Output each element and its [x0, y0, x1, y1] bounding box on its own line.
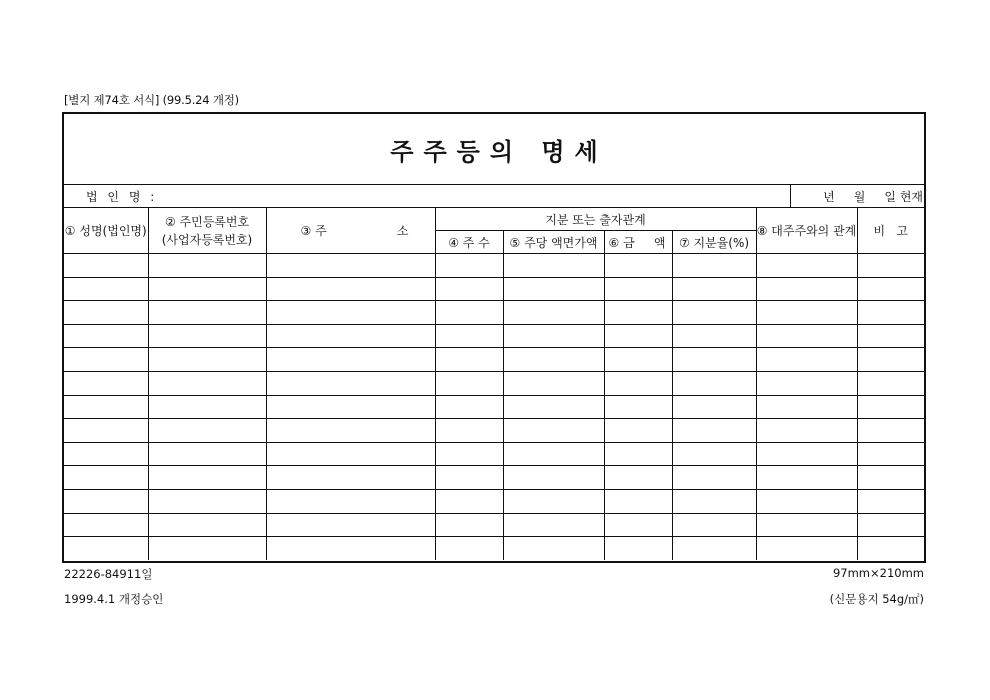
header-registration-number-line2: (사업자등록번호)	[161, 232, 253, 247]
table-cell[interactable]	[64, 419, 148, 443]
table-cell[interactable]	[604, 324, 672, 348]
table-row	[64, 348, 924, 372]
table-cell[interactable]	[672, 419, 756, 443]
table-cell[interactable]	[756, 301, 857, 325]
table-cell[interactable]	[672, 254, 756, 278]
table-cell[interactable]	[148, 537, 266, 560]
table-cell[interactable]	[64, 348, 148, 372]
form-title: 주주등의 명세	[390, 137, 608, 166]
header-remarks-part2: 고	[896, 224, 908, 238]
table-cell[interactable]	[857, 277, 924, 301]
table-cell[interactable]	[435, 442, 503, 466]
table-cell[interactable]	[64, 254, 148, 278]
table-cell[interactable]	[672, 513, 756, 537]
table-cell[interactable]	[604, 277, 672, 301]
table-cell[interactable]	[756, 324, 857, 348]
table-cell[interactable]	[756, 395, 857, 419]
table-cell[interactable]	[604, 489, 672, 513]
table-cell[interactable]	[503, 324, 604, 348]
table-row	[64, 537, 924, 560]
table-cell[interactable]	[503, 371, 604, 395]
table-cell[interactable]	[435, 301, 503, 325]
table-cell[interactable]	[64, 371, 148, 395]
header-par-value: ⑤ 주당 액면가액	[503, 231, 604, 254]
table-cell[interactable]	[756, 442, 857, 466]
table-cell[interactable]	[64, 466, 148, 490]
table-cell[interactable]	[435, 348, 503, 372]
table-cell[interactable]	[857, 301, 924, 325]
table-cell[interactable]	[435, 537, 503, 560]
approval-date: 1999.4.1 개정승인	[64, 592, 164, 606]
reference-date-label: 년 월 일 현재	[823, 190, 923, 204]
paper-size: 97mm×210mm	[832, 566, 924, 580]
table-cell[interactable]	[435, 489, 503, 513]
table-cell[interactable]	[604, 348, 672, 372]
table-cell[interactable]	[266, 301, 435, 325]
table-cell[interactable]	[857, 442, 924, 466]
table-cell[interactable]	[64, 442, 148, 466]
table-cell[interactable]	[857, 489, 924, 513]
header-amount	[604, 231, 672, 254]
table-cell[interactable]	[604, 442, 672, 466]
table-cell[interactable]	[503, 466, 604, 490]
table-cell[interactable]	[503, 348, 604, 372]
table-cell[interactable]	[756, 277, 857, 301]
table-row	[64, 371, 924, 395]
table-cell[interactable]	[148, 254, 266, 278]
table-row	[64, 442, 924, 466]
table-row	[64, 489, 924, 513]
table-cell[interactable]	[672, 277, 756, 301]
table-cell[interactable]	[604, 419, 672, 443]
table-cell[interactable]	[756, 254, 857, 278]
table-cell[interactable]	[604, 466, 672, 490]
header-address-part1: ③ 주	[300, 224, 327, 238]
table-cell[interactable]	[857, 348, 924, 372]
header-share-count: ④ 주 수	[435, 231, 503, 254]
table-cell[interactable]	[148, 513, 266, 537]
header-registration-number-line1: ② 주민등록번호	[164, 214, 250, 229]
table-cell[interactable]	[148, 466, 266, 490]
table-cell[interactable]	[148, 489, 266, 513]
table-cell[interactable]	[857, 324, 924, 348]
paper-type: (신문용지 54g/㎡)	[829, 592, 924, 606]
table-cell[interactable]	[503, 277, 604, 301]
table-cell[interactable]	[148, 371, 266, 395]
table-cell[interactable]	[64, 489, 148, 513]
header-equity-group: 지분 또는 출자관계	[435, 208, 756, 231]
table-cell[interactable]	[604, 513, 672, 537]
table-row	[64, 466, 924, 490]
header-address	[266, 208, 435, 254]
form-number-note: [별지 제74호 서식] (99.5.24 개정)	[64, 93, 239, 107]
table-cell[interactable]	[503, 513, 604, 537]
table-cell[interactable]	[672, 395, 756, 419]
table-cell[interactable]	[604, 301, 672, 325]
table-cell[interactable]	[503, 395, 604, 419]
header-remarks	[857, 208, 924, 254]
table-cell[interactable]	[266, 395, 435, 419]
table-cell[interactable]	[672, 348, 756, 372]
table-cell[interactable]	[266, 254, 435, 278]
table-cell[interactable]	[857, 371, 924, 395]
table-cell[interactable]	[435, 371, 503, 395]
header-share-ratio: ⑦ 지분율(%)	[672, 231, 756, 254]
reference-date-cell	[790, 185, 925, 207]
form-container	[62, 112, 926, 563]
table-row	[64, 254, 924, 278]
table-cell[interactable]	[672, 324, 756, 348]
table-row	[64, 301, 924, 325]
table-row	[64, 419, 924, 443]
table-cell[interactable]	[604, 395, 672, 419]
table-cell[interactable]	[756, 513, 857, 537]
table-cell[interactable]	[756, 419, 857, 443]
table-cell[interactable]	[266, 277, 435, 301]
table-cell[interactable]	[148, 442, 266, 466]
table-cell[interactable]	[435, 254, 503, 278]
header-address-part2: 소	[396, 224, 409, 238]
form-code: 22226-84911일	[64, 567, 153, 581]
table-cell[interactable]	[604, 371, 672, 395]
table-cell[interactable]	[672, 371, 756, 395]
table-cell[interactable]	[435, 419, 503, 443]
table-cell[interactable]	[672, 442, 756, 466]
table-cell[interactable]	[503, 537, 604, 560]
table-cell[interactable]	[148, 301, 266, 325]
table-cell[interactable]	[266, 324, 435, 348]
table-cell[interactable]	[756, 348, 857, 372]
table-row	[64, 513, 924, 537]
table-cell[interactable]	[672, 489, 756, 513]
shareholder-table	[64, 208, 924, 560]
table-cell[interactable]	[148, 395, 266, 419]
header-remarks-part1: 비	[873, 224, 886, 238]
header-amount-part2: 액	[653, 235, 666, 250]
table-cell[interactable]	[266, 442, 435, 466]
table-cell[interactable]	[756, 466, 857, 490]
table-cell[interactable]	[266, 513, 435, 537]
table-cell[interactable]	[672, 466, 756, 490]
table-cell[interactable]	[435, 395, 503, 419]
table-cell[interactable]	[64, 395, 148, 419]
table-cell[interactable]	[756, 371, 857, 395]
table-cell[interactable]	[435, 466, 503, 490]
table-cell[interactable]	[857, 537, 924, 560]
table-cell[interactable]	[266, 489, 435, 513]
table-cell[interactable]	[503, 419, 604, 443]
table-cell[interactable]	[503, 254, 604, 278]
corporation-name-label: 법 인 명 :	[86, 190, 158, 204]
table-row	[64, 277, 924, 301]
table-cell[interactable]	[64, 513, 148, 537]
corporation-row	[64, 185, 924, 208]
table-cell[interactable]	[756, 489, 857, 513]
table-cell[interactable]	[266, 348, 435, 372]
table-cell[interactable]	[148, 419, 266, 443]
header-amount-part1: ⑥ 금	[608, 235, 635, 250]
header-relationship: ⑧ 대주주와의 관계	[756, 208, 857, 254]
table-cell[interactable]	[64, 537, 148, 560]
table-cell[interactable]	[857, 513, 924, 537]
table-cell[interactable]	[148, 324, 266, 348]
table-cell[interactable]	[503, 489, 604, 513]
header-name: ① 성명(법인명)	[64, 208, 148, 254]
table-row	[64, 395, 924, 419]
table-cell[interactable]	[857, 254, 924, 278]
table-cell[interactable]	[266, 466, 435, 490]
table-cell[interactable]	[148, 277, 266, 301]
table-cell[interactable]	[435, 277, 503, 301]
table-cell[interactable]	[503, 442, 604, 466]
table-cell[interactable]	[672, 537, 756, 560]
table-cell[interactable]	[857, 419, 924, 443]
table-row	[64, 324, 924, 348]
table-cell[interactable]	[266, 537, 435, 560]
title-row	[64, 114, 924, 185]
table-body	[64, 254, 924, 560]
table-cell[interactable]	[266, 371, 435, 395]
table-cell[interactable]	[857, 395, 924, 419]
header-registration-number	[148, 208, 266, 254]
table-cell[interactable]	[672, 301, 756, 325]
table-cell[interactable]	[64, 301, 148, 325]
table-cell[interactable]	[604, 254, 672, 278]
table-cell[interactable]	[435, 324, 503, 348]
table-cell[interactable]	[604, 537, 672, 560]
table-cell[interactable]	[756, 537, 857, 560]
table-cell[interactable]	[266, 419, 435, 443]
table-cell[interactable]	[503, 301, 604, 325]
table-cell[interactable]	[64, 277, 148, 301]
table-cell[interactable]	[435, 513, 503, 537]
table-cell[interactable]	[64, 324, 148, 348]
table-cell[interactable]	[148, 348, 266, 372]
table-cell[interactable]	[857, 466, 924, 490]
